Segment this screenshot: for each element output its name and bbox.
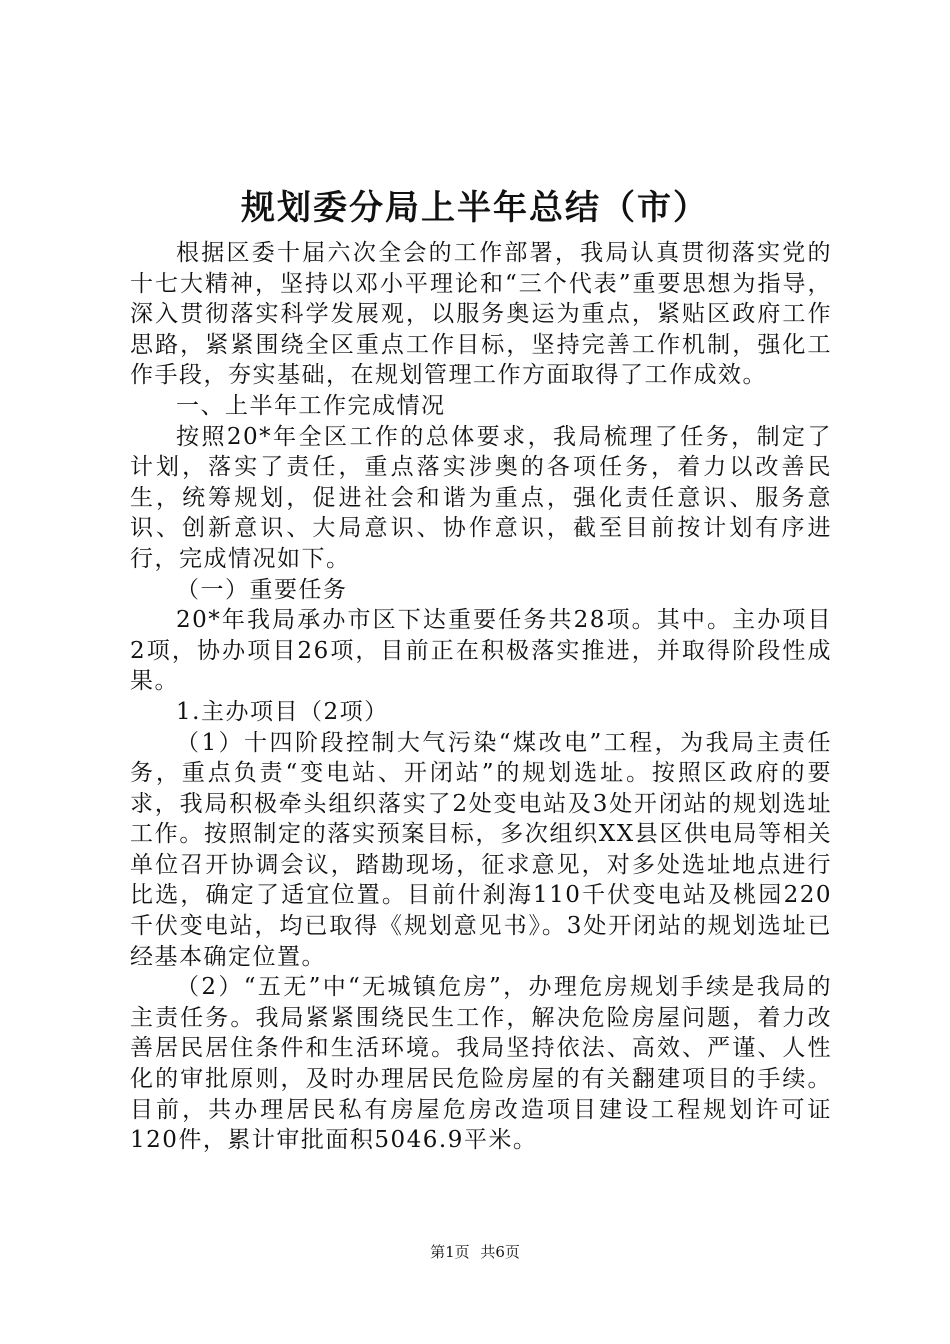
item-heading-lead-projects: 1.主办项目（2项） [176,698,389,725]
page-number: 第1页 [430,1243,470,1261]
section-heading-1: 一、上半年工作完成情况 [176,392,446,419]
page-total: 共6页 [480,1243,520,1261]
paragraph-overview: 按照20*年全区工作的总体要求，我局梳理了任务，制定了计划，落实了责任，重点落实涉奥的各项任务，着力以改善民生，统筹规划，促进社会和谐为重点，强化责任意识、服务意识、创新意识、大局意识、协作意识，截至目前按计划有序进行，完成情况如下。 [130,423,832,572]
paragraph-item-1: （1）十四阶段控制大气污染“煤改电”工程，为我局主责任务，重点负责“变电站、开闭站”的规划选址。按照区政府的要求，我局积极牵头组织落实了2处变电站及3处开闭站的规划选址工作。按照制定的落实预案目标，多次组织XX县区供电局等相关单位召开协调会议，踏勘现场，征求意见，对多处选址地点进行比选，确定了适宜位置。目前什刹海110千伏变电站及桃园220千伏变电站，均已取得《规划意见书》。3处开闭站的规划选址已经基本确定位置。 [130,729,832,970]
paragraph-tasks-summary: 20*年我局承办市区下达重要任务共28项。其中。主办项目2项，协办项目26项，目前正在积极落实推进，并取得阶段性成果。 [130,607,832,695]
document-title: 规划委分局上半年总结（市） [241,188,709,228]
paragraph-intro: 根据区委十届六次全会的工作部署，我局认真贯彻落实党的十七大精神，坚持以邓小平理论和“三个代表”重要思想为指导，深入贯彻落实科学发展观，以服务奥运为重点，紧贴区政府工作思路，紧紧围绕全区重点工作目标，坚持完善工作机制，强化工作手段，夯实基础，在规划管理工作方面取得了工作成效。 [130,240,832,389]
subsection-heading-important-tasks: （一）重要任务 [176,576,348,603]
document-body [130,238,832,1156]
paragraph-item-2: （2）“五无”中“无城镇危房”，办理危房规划手续是我局的主责任务。我局紧紧围绕民生工作，解决危险房屋问题，着力改善居民居住条件和生活环境。我局坚持依法、高效、严谨、人性化的审批原则，及时办理居民危险房屋的有关翻建项目的手续。目前，共办理居民私有房屋危房改造项目建设工程规划许可证120件，累计审批面积5046.9平米。 [130,974,832,1154]
page-footer [0,1242,950,1262]
